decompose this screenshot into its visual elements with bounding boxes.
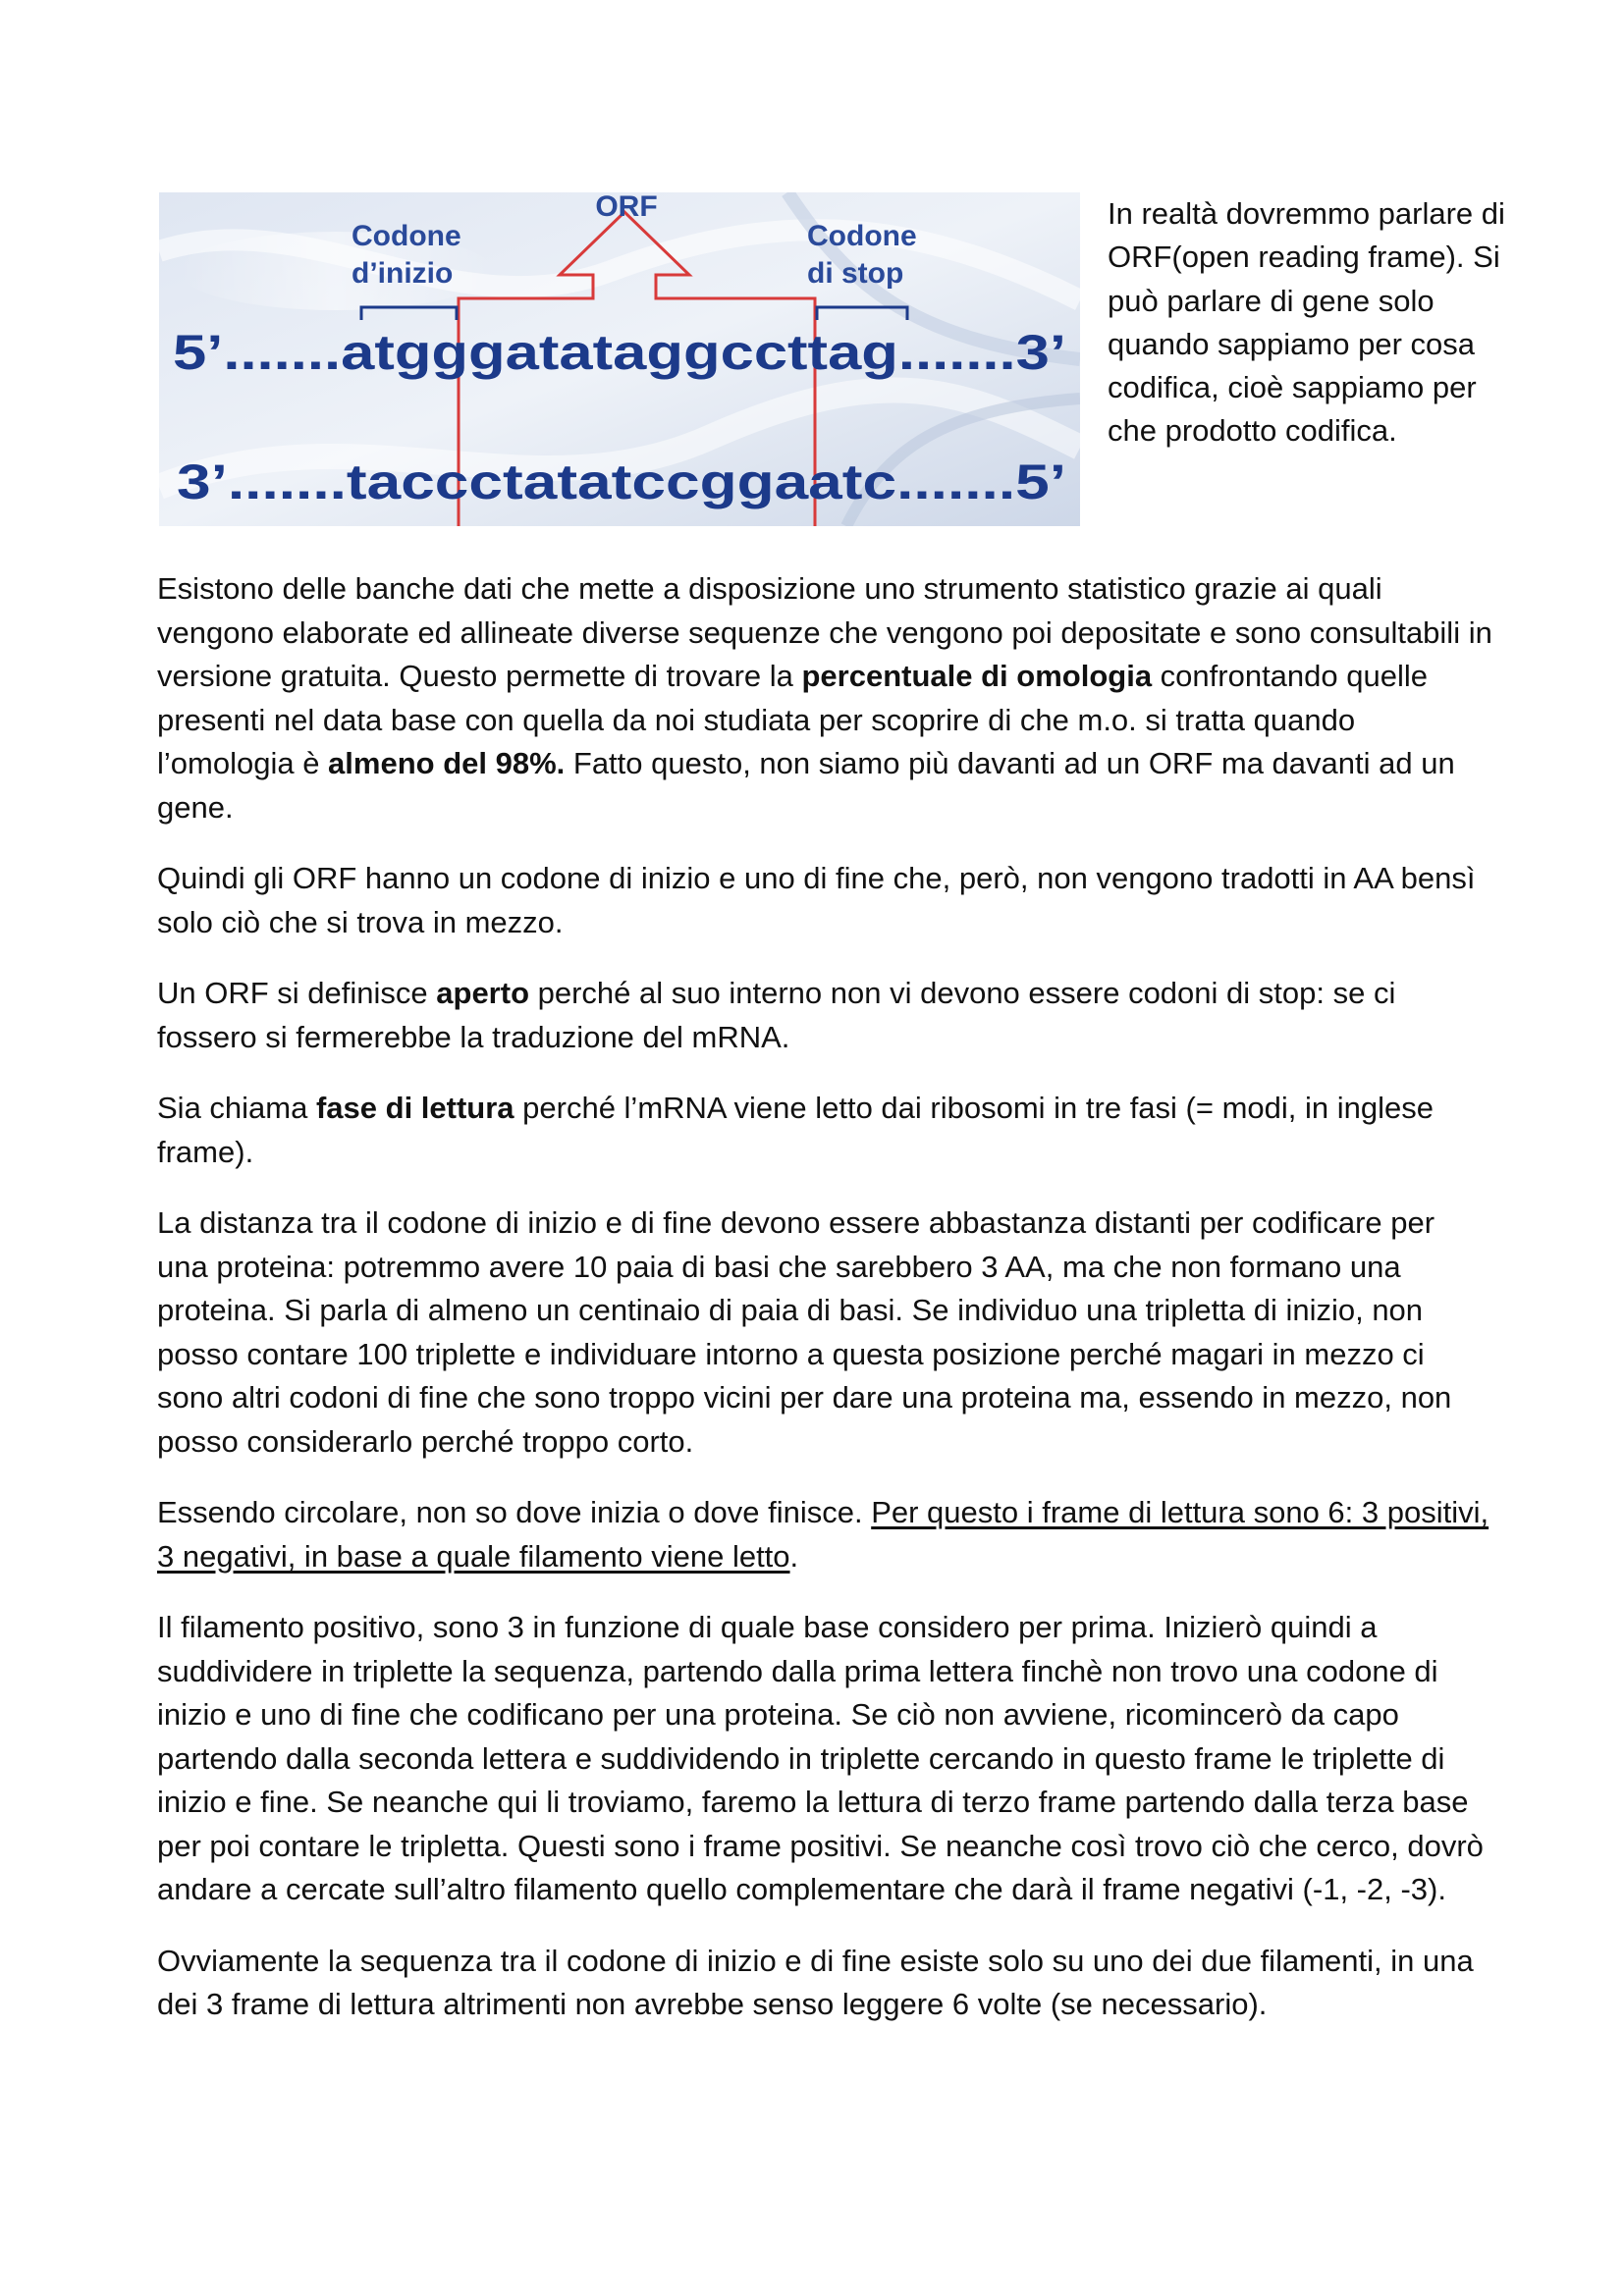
text-run: Sia chiama: [157, 1091, 316, 1125]
underlined-text: Per questo i frame di lettura sono 6: 3 positivi, 3 negativi, in base a quale filamento viene letto: [157, 1495, 1489, 1574]
stop-codon-label-line1: Codone: [807, 220, 917, 252]
orf-diagram: [159, 192, 1080, 526]
text-run: confrontando quelle presenti nel data base con quella da noi studiata per scoprire di che m.o. si tratta quando l’omologia è: [157, 659, 1428, 780]
orf-label: ORF: [595, 192, 658, 223]
paragraph-banche-dati: [157, 567, 1492, 829]
text-run: Essendo circolare, non so dove inizia o dove finisce.: [157, 1495, 872, 1529]
bold-term: almeno del 98%.: [328, 746, 566, 780]
text-run: Un ORF si definisce: [157, 976, 437, 1010]
sequence-3-5: 3’.......taccctatatccggaatc.......5’: [177, 454, 1066, 509]
text-run: Esistono delle banche dati che mette a disposizione uno strumento statistico grazie ai quali vengono elaborate ed allineate diverse sequenze che vengono poi depositate e sono consultabili in versione gratuita. Questo permette di trovare la: [157, 571, 1492, 693]
sequence-5-3: 5’.......atgggatataggccttag.......3’: [173, 325, 1066, 380]
text-run: perché al suo interno non vi devono essere codoni di stop: se ci fossero si fermerebbe la traduzione del mRNA.: [157, 976, 1396, 1054]
bold-term: fase di lettura: [315, 1091, 514, 1125]
side-note: In realtà dovremmo parlare di ORF(open reading frame). Si può parlare di gene solo quando sappiamo per cosa codifica, cioè sappiamo per che prodotto codifica.: [1108, 196, 1505, 449]
text-run: .: [789, 1538, 799, 1574]
bold-term: aperto: [436, 976, 530, 1010]
paragraph-distanza: La distanza tra il codone di inizio e di fine devono essere abbastanza distanti per codificare per una proteina: potremmo avere 10 paia di basi che sarebbero 3 AA, ma che non formano una proteina. Si parla di almeno un centinaio di paia di basi. Se individuo una tripletta di inizio, non posso contare 100 triplette e individuare intorno a questa posizione perché magari in mezzo ci sono altri codoni di fine che sono troppo vicini per dare una proteina ma, essendo in mezzo, non posso considerarlo perché troppo corto.: [157, 1205, 1452, 1459]
paragraph-ovviamente: Ovviamente la sequenza tra il codone di inizio e di fine esiste solo su uno dei due filamenti, in una dei 3 frame di lettura altrimenti non avrebbe senso leggere 6 volte (se necessario).: [157, 1943, 1474, 2021]
stop-codon-label-line2: di stop: [807, 257, 904, 290]
start-codon-label-line2: d’inizio: [352, 257, 454, 290]
text-run: perché l’mRNA viene letto dai ribosomi in tre fasi (= modi, in inglese frame).: [157, 1091, 1434, 1169]
orf-diagram-svg: [159, 192, 1080, 526]
paragraph-filamento-positivo: Il filamento positivo, sono 3 in funzione di quale base considero per prima. Inizierò quindi a suddividere in triplette la sequenza, partendo dalla prima lettera finchè non trovo una codone di inizio e uno di fine che codificano per una proteina. Se ciò non avviene, ricomincerò da capo partendo dalla seconda lettera e suddividendo in triplette cercando in questo frame le triplette di inizio e fine. Se neanche qui li troviamo, faremo la lettura di terzo frame partendo dalla terza base per poi contare le tripletta. Questi sono i frame positivi. Se neanche così trovo ciò che cerco, dovrò andare a cercate sull’altro filamento quello complementare che darà il frame negativi (-1, -2, -3).: [157, 1610, 1484, 1906]
text-run: Fatto questo, non siamo più davanti ad un ORF ma davanti ad un gene.: [157, 746, 1455, 825]
body-text: [157, 567, 1492, 2055]
bold-term: percentuale di omologia: [801, 659, 1153, 693]
start-codon-label-line1: Codone: [352, 220, 461, 252]
paragraph-fase-di-lettura: [157, 1087, 1492, 1174]
paragraph-circolare: [157, 1491, 1492, 1578]
paragraph-codoni: Quindi gli ORF hanno un codone di inizio e uno di fine che, però, non vengono tradotti in AA bensì solo ciò che si trova in mezzo.: [157, 861, 1476, 939]
paragraph-aperto: [157, 972, 1492, 1059]
